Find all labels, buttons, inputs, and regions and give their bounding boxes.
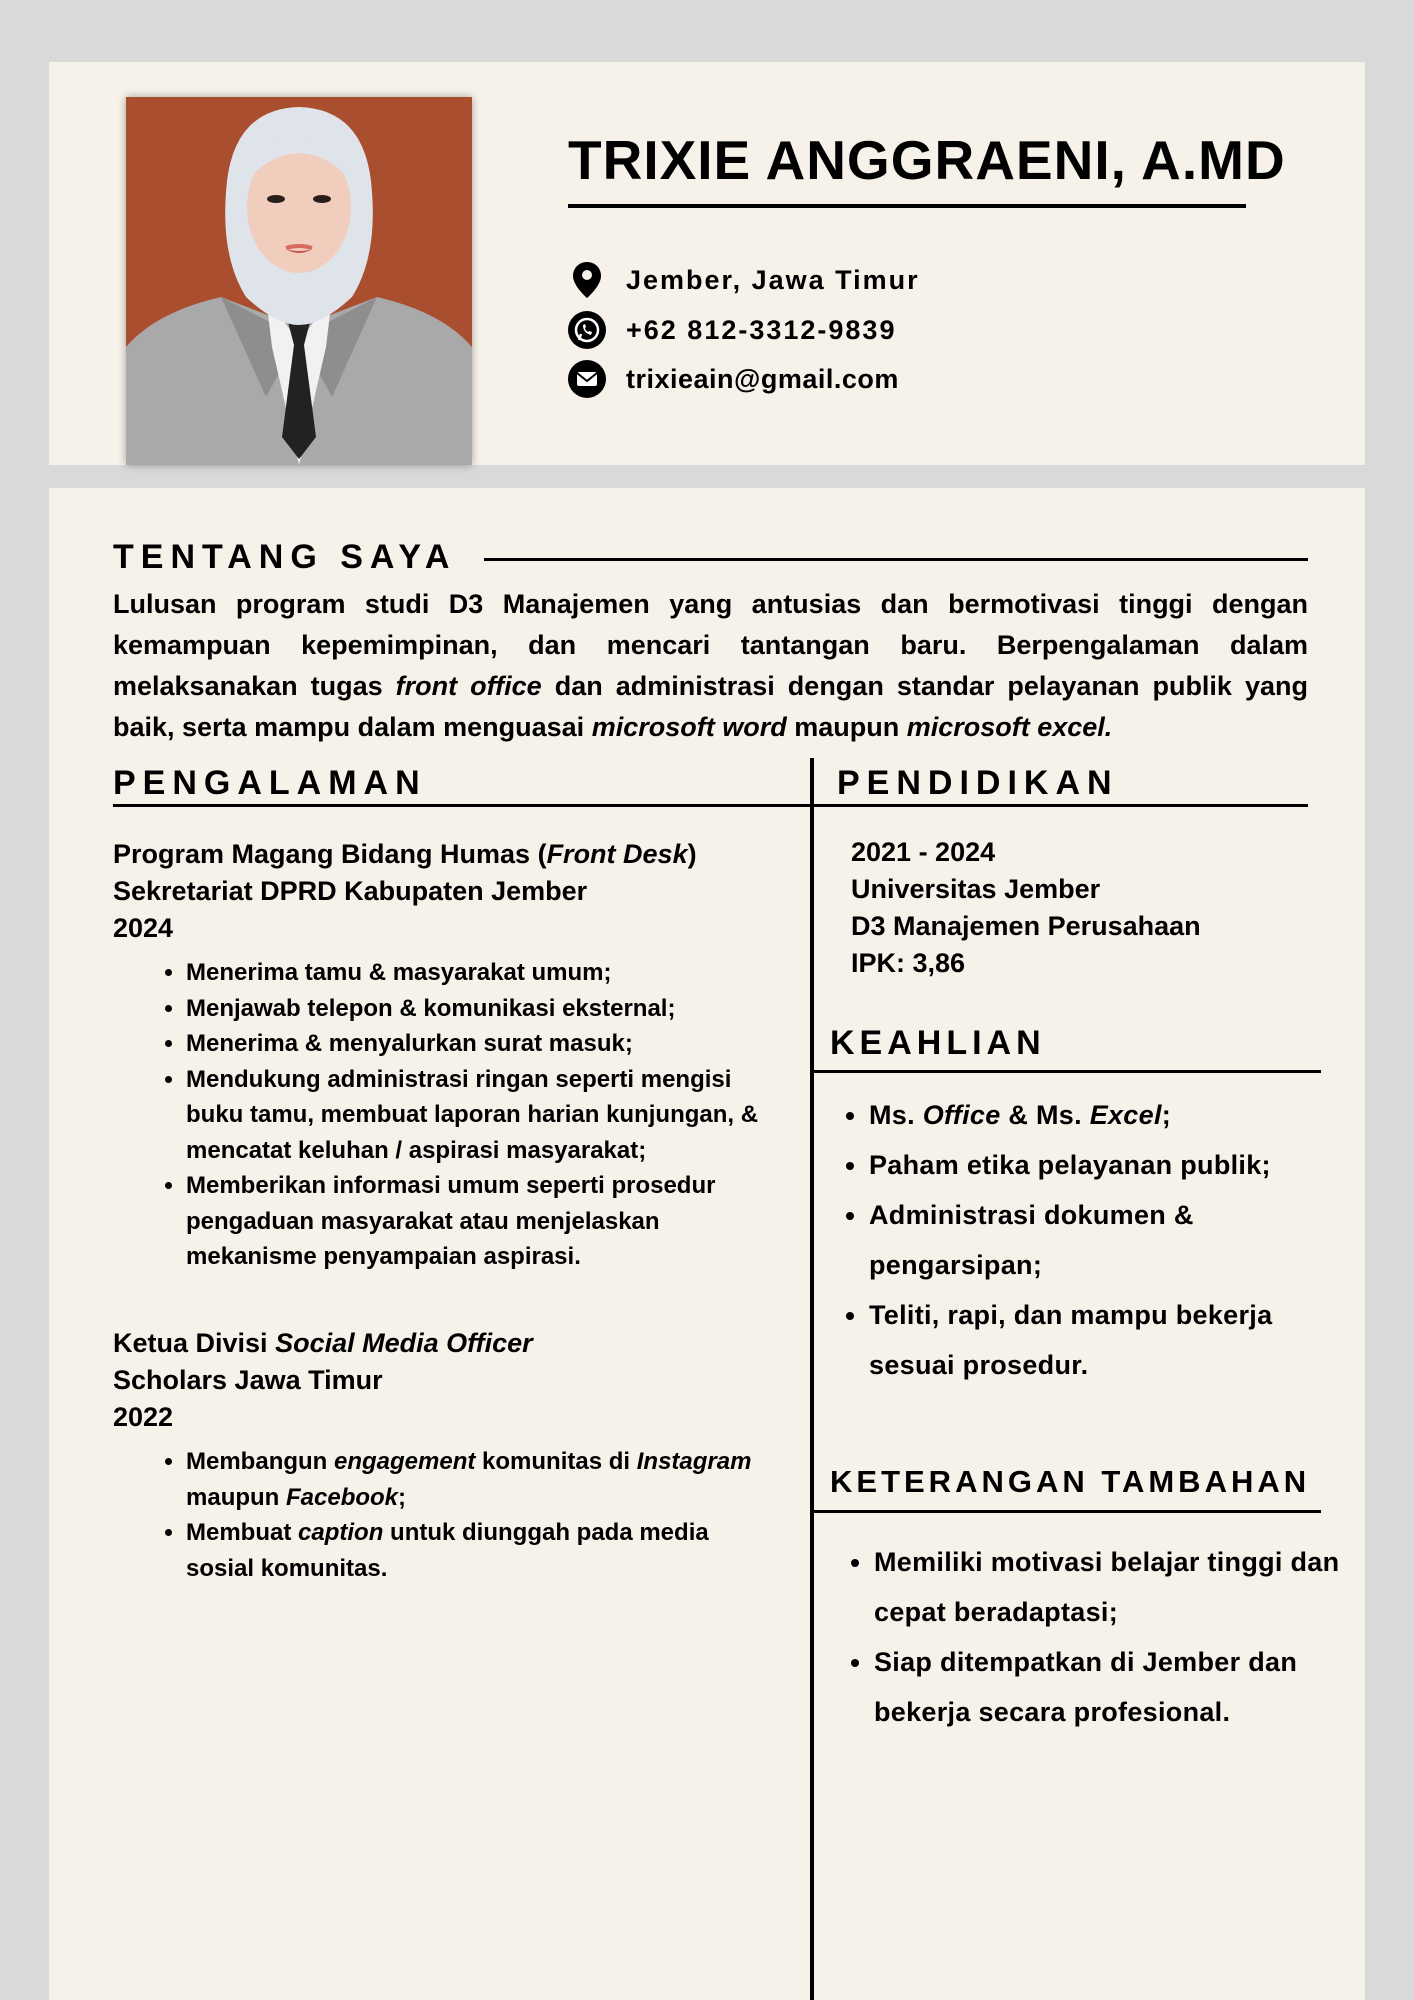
list-item: • Memberikan informasi umum seperti prosedur pengaduan masyarakat atau menjelaskan mekanisme penyampaian aspirasi. (186, 1168, 773, 1275)
job-role: Program Magang Bidang Humas (Front Desk) (113, 839, 697, 869)
list-item: • Ms. Office & Ms. Excel; (869, 1090, 1347, 1140)
job-year: 2024 (113, 913, 174, 943)
job-duties (186, 955, 773, 1275)
profile-photo (126, 97, 472, 465)
extra-list (842, 1537, 1347, 1737)
experience-rule (113, 804, 811, 807)
job-duties (186, 1444, 773, 1586)
contact-location (568, 261, 920, 299)
education-years: 2021 - 2024 (851, 837, 996, 867)
phone-text: +62 812-3312-9839 (626, 314, 897, 345)
column-divider (810, 758, 814, 2000)
contact-email (568, 360, 899, 398)
list-item: • Menjawab telepon & komunikasi eksternal; (186, 991, 773, 1027)
skills-list (837, 1090, 1347, 1390)
contact-phone (568, 311, 896, 349)
about-title: TENTANG SAYA (113, 538, 457, 576)
list-item: • Administrasi dokumen & pengarsipan; (869, 1190, 1347, 1290)
list-item: • Paham etika pelayanan publik; (869, 1140, 1347, 1190)
skills-title: KEAHLIAN (830, 1024, 1046, 1062)
email-icon (568, 360, 606, 398)
list-item: • Teliti, rapi, dan mampu bekerja sesuai prosedur. (869, 1290, 1347, 1390)
location-text: Jember, Jawa Timur (626, 264, 920, 295)
about-text: Lulusan program studi D3 Manajemen yang antusias dan bermotivasi tinggi dengan kemampuan kepemimpinan, dan mencari tantangan baru. Berpengalaman dalam melaksanakan tugas front office dan administrasi dengan standar pelayanan publik yang baik, serta mampu dalam menguasai microsoft word maupun microsoft excel. (113, 589, 1308, 742)
list-item: • Membuat caption untuk diunggah pada media sosial komunitas. (186, 1515, 773, 1586)
name-underline (568, 204, 1246, 208)
job-year: 2022 (113, 1402, 174, 1432)
education-title: PENDIDIKAN (837, 764, 1119, 802)
list-item: • Siap ditempatkan di Jember dan bekerja secara profesional. (874, 1637, 1347, 1737)
list-item: • Mendukung administrasi ringan seperti mengisi buku tamu, membuat laporan harian kunjungan, & mencatat keluhan / aspirasi masyarakat; (186, 1062, 773, 1169)
education-gpa: IPK: 3,86 (851, 948, 966, 978)
education-entry (851, 834, 1201, 982)
candidate-name: TRIXIE ANGGRAENI, A.MD (568, 129, 1286, 191)
job-entry (113, 836, 773, 1275)
education-program: D3 Manajemen Perusahaan (851, 911, 1201, 941)
about-rule (484, 558, 1308, 561)
extra-title: KETERANGAN TAMBAHAN (830, 1464, 1311, 1499)
experience-title: PENGALAMAN (113, 764, 427, 802)
header-panel (49, 62, 1365, 465)
education-rule (810, 804, 1308, 807)
job-entry (113, 1325, 773, 1586)
list-item: • Memiliki motivasi belajar tinggi dan cepat beradaptasi; (874, 1537, 1347, 1637)
list-item: • Menerima & menyalurkan surat masuk; (186, 1026, 773, 1062)
extra-rule (810, 1510, 1321, 1513)
list-item: • Menerima tamu & masyarakat umum; (186, 955, 773, 991)
job-role: Ketua Divisi Social Media Officer (113, 1328, 533, 1358)
education-school: Universitas Jember (851, 874, 1101, 904)
body-panel (49, 488, 1365, 2000)
skills-rule (810, 1070, 1321, 1073)
email-text[interactable]: trixieain@gmail.com (626, 363, 899, 394)
job-organization: Scholars Jawa Timur (113, 1365, 383, 1395)
whatsapp-icon (568, 311, 606, 349)
job-organization: Sekretariat DPRD Kabupaten Jember (113, 876, 588, 906)
list-item: • Membangun engagement komunitas di Instagram maupun Facebook; (186, 1444, 773, 1515)
location-pin-icon (568, 261, 606, 299)
